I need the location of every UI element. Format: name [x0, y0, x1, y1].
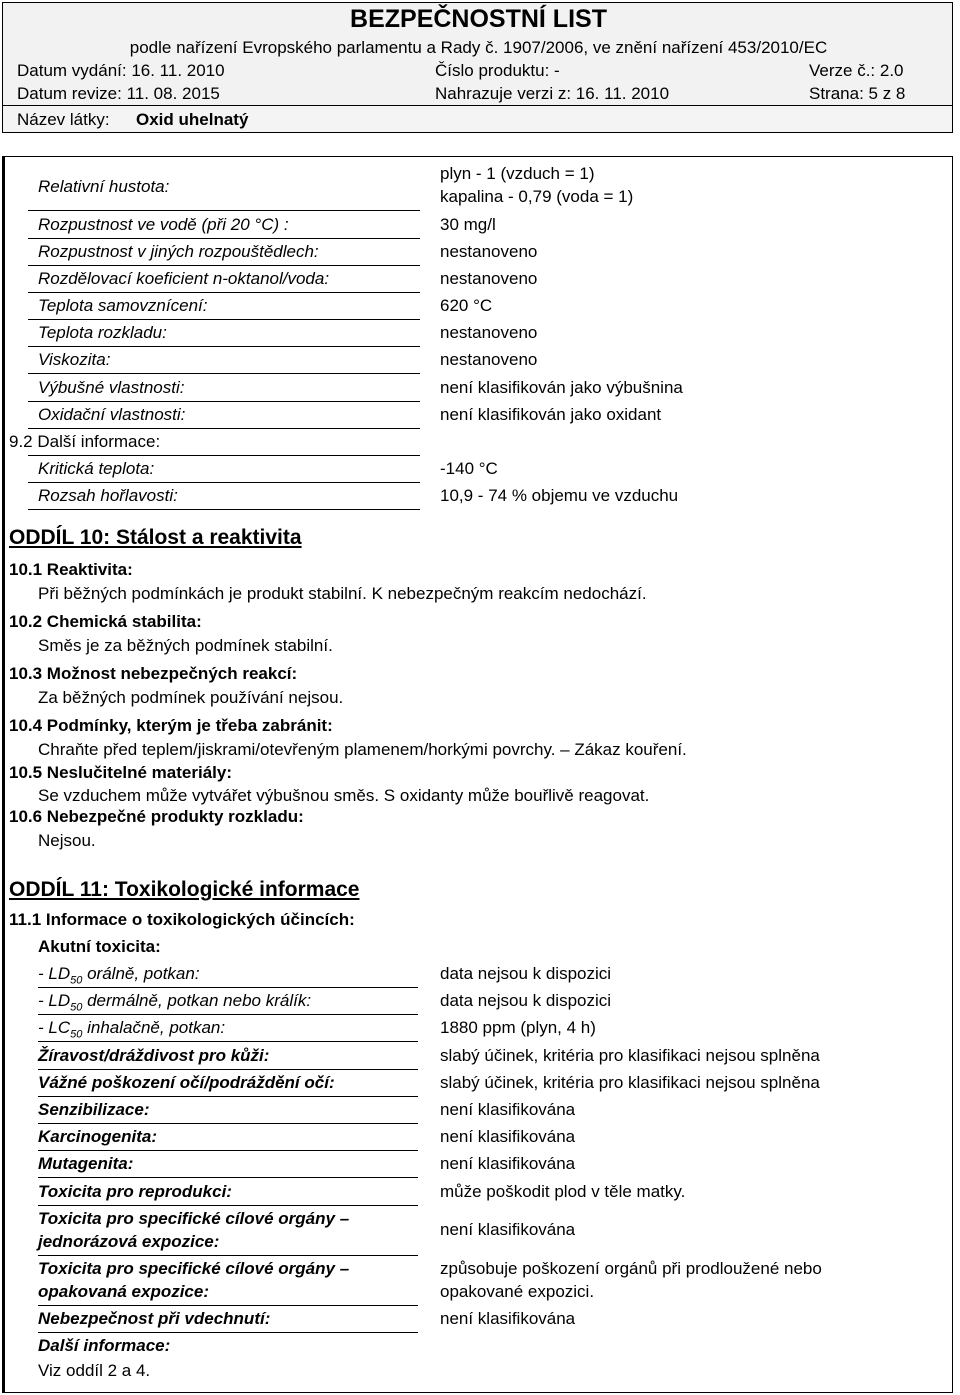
row-divider [38, 1177, 418, 1178]
property-value: nestanoveno [440, 350, 538, 369]
section-10-title: ODDÍL 10: Stálost a reaktivita [9, 526, 302, 549]
further-info-label: Další informace: [38, 1336, 171, 1355]
property-label: Rozdělovací koeficient n-oktanol/voda: [38, 269, 330, 288]
toxicology-label: Vážné poškození očí/podráždění očí: [38, 1073, 335, 1092]
property-value: nestanoveno [440, 242, 538, 261]
property-value: 10,9 - 74 % objemu ve vzduchu [440, 486, 679, 505]
toxicology-value: slabý účinek, kritéria pro klasifikaci nejsou splněna [440, 1046, 820, 1065]
property-label: Relativní hustota: [38, 177, 170, 196]
toxicology-label: Mutagenita: [38, 1154, 134, 1173]
substance-name: Oxid uhelnatý [136, 110, 249, 129]
row-divider [38, 1096, 418, 1097]
toxicology-value: může poškodit plod v těle matky. [440, 1182, 686, 1201]
row-divider [38, 1205, 418, 1206]
document-subtitle: podle nařízení Evropského parlamentu a Rady č. 1907/2006, ve znění nařízení 453/2010/EC [129, 38, 828, 57]
row-divider [38, 1041, 418, 1042]
property-label: Oxidační vlastnosti: [38, 405, 186, 424]
toxicology-value-2: opakované expozici. [440, 1282, 595, 1301]
subsection-text: Při běžných podmínkách je produkt stabilní. K nebezpečným reakcím nedochází. [38, 584, 647, 603]
toxicology-value: způsobuje poškození orgánů při prodloužené nebo [440, 1259, 822, 1278]
subsection-text: Za běžných podmínek používání nejsou. [38, 688, 344, 707]
row-divider [28, 373, 420, 374]
row-divider [28, 210, 420, 211]
header-divider [3, 105, 952, 106]
subsection-heading: 10.3 Možnost nebezpečných reakcí: [9, 664, 298, 683]
property-label: Teplota rozkladu: [38, 323, 167, 342]
subsection-text: Chraňte před teplem/jiskrami/otevřeným plamenem/horkými povrchy. – Zákaz kouření. [38, 740, 687, 759]
row-divider [38, 1014, 418, 1015]
version-number: Verze č.: 2.0 [809, 61, 904, 80]
acute-toxicity-value: data nejsou k dispozici [440, 991, 612, 1010]
toxicology-value: není klasifikována [440, 1127, 576, 1146]
acute-toxicity-label: - $LC_{50}$ inhalačně, potkan: [38, 1018, 226, 1041]
toxicology-label: Žíravost/dráždivost pro kůži: [38, 1046, 270, 1065]
row-divider [38, 1123, 418, 1124]
subsection-heading: 10.1 Reaktivita: [9, 560, 133, 579]
left-margin-rule [3, 156, 5, 1393]
property-value: 620 °C [440, 296, 493, 315]
property-label: Rozpustnost v jiných rozpouštědlech: [38, 242, 319, 261]
row-divider [38, 1069, 418, 1070]
page-number: Strana: 5 z 8 [809, 84, 906, 103]
row-divider [28, 346, 420, 347]
subsection-heading: 11.1 Informace o toxikologických účincích: [9, 910, 355, 929]
toxicology-label: Toxicita pro specifické cílové orgány – [38, 1259, 350, 1278]
row-divider [38, 1332, 418, 1333]
property-value: plyn - 1 (vzduch = 1) [440, 164, 595, 183]
subsection-text: Se vzduchem může vytvářet výbušnou směs. S oxidanty může bouřlivě reagovat. [38, 786, 650, 805]
document-header [2, 2, 953, 133]
toxicology-label: Toxicita pro specifické cílové orgány – [38, 1209, 350, 1228]
property-label: Rozsah hořlavosti: [38, 486, 178, 505]
revision-date: Datum revize: 11. 08. 2015 [17, 84, 220, 103]
row-divider [28, 319, 420, 320]
toxicology-label: Toxicita pro reprodukci: [38, 1182, 232, 1201]
toxicology-value: slabý účinek, kritéria pro klasifikaci nejsou splněna [440, 1073, 820, 1092]
row-divider [38, 1150, 418, 1151]
acute-toxicity-value: data nejsou k dispozici [440, 964, 612, 983]
row-divider [28, 238, 420, 239]
replaces-version: Nahrazuje verzi z: 16. 11. 2010 [435, 84, 670, 103]
property-label: Teplota samovznícení: [38, 296, 208, 315]
row-divider [28, 428, 420, 429]
toxicology-value: není klasifikována [440, 1100, 576, 1119]
property-value: nestanoveno [440, 323, 538, 342]
row-divider [28, 401, 420, 402]
acute-toxicity-heading: Akutní toxicita: [38, 937, 161, 956]
toxicology-label-2: opakovaná expozice: [38, 1282, 210, 1301]
row-divider [28, 482, 420, 483]
subsection-heading: 10.4 Podmínky, kterým je třeba zabránit: [9, 716, 333, 735]
acute-toxicity-value: 1880 ppm (plyn, 4 h) [440, 1018, 596, 1037]
row-divider [28, 509, 420, 510]
property-value: není klasifikován jako výbušnina [440, 378, 683, 397]
document-title: BEZPEČNOSTNÍ LIST [350, 5, 607, 33]
row-divider [28, 292, 420, 293]
substance-label: Název látky: [17, 110, 110, 129]
row-divider [38, 1255, 418, 1256]
row-divider [38, 1305, 418, 1306]
row-divider [28, 455, 420, 456]
toxicology-value: není klasifikována [440, 1220, 576, 1239]
property-label: Viskozita: [38, 350, 111, 369]
subsection-heading: 10.2 Chemická stabilita: [9, 612, 202, 631]
product-number: Číslo produktu: - [435, 61, 560, 80]
further-info-text: Viz oddíl 2 a 4. [38, 1361, 151, 1380]
subsection-heading: 10.5 Neslučitelné materiály: [9, 763, 233, 782]
subsection-text: Nejsou. [38, 831, 96, 850]
row-divider [28, 265, 420, 266]
issue-date: Datum vydání: 16. 11. 2010 [17, 61, 225, 80]
property-value-2: kapalina - 0,79 (voda = 1) [440, 187, 634, 206]
property-value: nestanoveno [440, 269, 538, 288]
toxicology-label: Senzibilizace: [38, 1100, 150, 1119]
property-label: Rozpustnost ve vodě (při 20 °C) : [38, 215, 289, 234]
property-value: není klasifikován jako oxidant [440, 405, 662, 424]
subsection-text: Směs je za běžných podmínek stabilní. [38, 636, 333, 655]
toxicology-label: Nebezpečnost při vdechnutí: [38, 1309, 271, 1328]
section-11-title: ODDÍL 11: Toxikologické informace [9, 878, 360, 901]
property-label: Kritická teplota: [38, 459, 155, 478]
acute-toxicity-label: - $LD_{50}$ orálně, potkan: [38, 964, 200, 987]
toxicology-label: Karcinogenita: [38, 1127, 158, 1146]
property-value: 30 mg/l [440, 215, 496, 234]
subsection-heading: 10.6 Nebezpečné produkty rozkladu: [9, 807, 304, 826]
toxicology-value: není klasifikována [440, 1154, 576, 1173]
acute-toxicity-label: - $LD_{50}$ dermálně, potkan nebo králík: [38, 991, 312, 1014]
property-label: Výbušné vlastnosti: [38, 378, 185, 397]
toxicology-label-2: jednorázová expozice: [38, 1232, 220, 1251]
toxicology-value: není klasifikována [440, 1309, 576, 1328]
other-info-heading: 9.2 Další informace: [9, 432, 161, 451]
row-divider [38, 987, 418, 988]
property-value: -140 °C [440, 459, 498, 478]
